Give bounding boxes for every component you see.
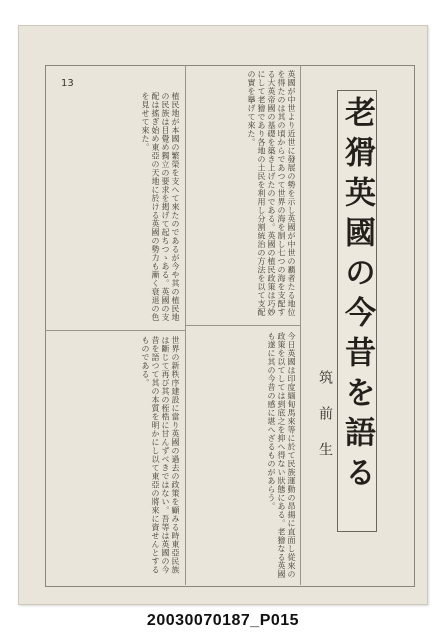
row-rule: [45, 330, 185, 331]
row-rule: [185, 325, 300, 326]
page-number: 13: [61, 78, 74, 89]
article-title: 老猾英國の今昔を語る: [339, 96, 375, 496]
text-block: 植民地が本國の繁榮を支へて來たのであるが今や其の植民地の民族は目覺め獨立の要求を掲げて起ちつゝある。英國の支配は搖ぎ始め東亞の天地に於ける英國の勢力も漸く衰退の色を見せて來た。: [141, 92, 180, 322]
column-rule: [300, 65, 301, 585]
archive-id-label: 20030070187_P015: [146, 612, 300, 629]
text-block: 今日英國は印度緬甸馬來等に於て民族運動の昂揚に直面し從來の政策を以てしては到底之を抑へ得ない狀態にある。老獪なる英國も遂に其の今昔の感に堪へざるものがあらう。: [267, 332, 296, 579]
text-block: 英國が中世より近世に發展の勢を示し英國が中世の覇者たる地位を得たのは其の頃からであつて世界の海を制し七つの海を支配する大英帝國の基礎を築き上げたのである。英國の植民政策は巧妙にして老獪であり各地の土民を利用し分割統治の方法を以て支配の實を擧げて來た。: [247, 70, 296, 317]
article-author: 筑前生: [317, 370, 333, 478]
text-block: 世界の新秩序建設に當り英國の過去の政策を顧みる時東亞民族は斷じて再び其の桎梏に甘んずべきではない。吾等は英國の今昔を語つて其の本質を明かにし以て東亞の將來に資せんとするものである。: [141, 336, 180, 574]
